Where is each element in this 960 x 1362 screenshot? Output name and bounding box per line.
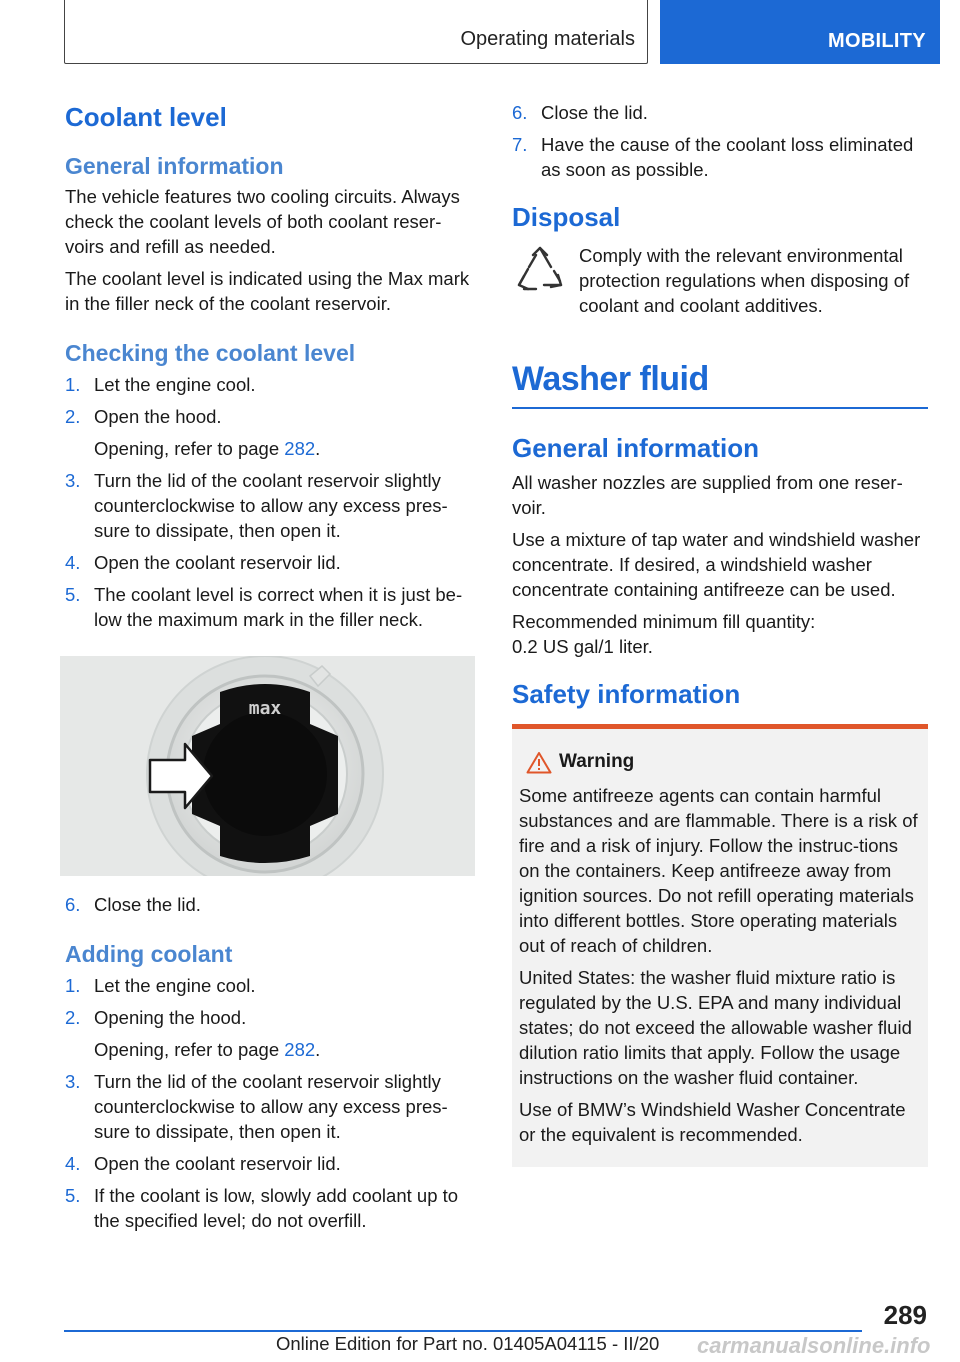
- max-mark: max: [248, 698, 282, 719]
- left-column: [65, 100, 480, 1233]
- list-item: 3. Turn the lid of the coolant reservoir slightly counterclockwise to allow any excess pres-sure to dissipate, then open it.: [65, 1071, 448, 1142]
- warning-p2: United States: the washer fluid mixture ratio is regulated by the U.S. EPA and many individual states; do not exceed the allowable washer fluid dilution ratio limits that apply. Follow the usage instructions on the washer fluid container.: [519, 966, 912, 1088]
- checking-steps: [65, 372, 480, 632]
- adding-steps-continued: [512, 100, 928, 182]
- list-item: 1. Let the engine cool.: [65, 374, 256, 395]
- list-item: 6. Close the lid.: [512, 102, 648, 123]
- washer-general-heading: General information: [512, 432, 760, 463]
- coolant-reservoir-image: [60, 656, 475, 876]
- washer-fluid-title: Washer fluid: [512, 360, 709, 398]
- coolant-general-heading: General information: [65, 153, 284, 179]
- washer-p1: All washer nozzles are supplied from one reser-voir.: [512, 471, 903, 518]
- refer-line: Opening, refer to page 282.: [94, 1039, 321, 1060]
- header-box: [64, 0, 648, 64]
- list-item: 7. Have the cause of the coolant loss eliminated as soon as possible.: [512, 134, 914, 180]
- watermark: carmanualsonline.info: [697, 1333, 931, 1358]
- chapter-tab[interactable]: MOBILITY: [660, 0, 940, 64]
- warning-p1: Some antifreeze agents can contain harmful substances and are flammable. There is a risk of fire and a risk of injury. Follow the instruc-tions on the containers. Keep antifreeze away from ignition sources. Do not refill operating materials into different bottles. Store operating materials out of reach of children.: [519, 784, 918, 956]
- list-item: 5. If the coolant is low, slowly add coolant up to the specified level; do not overfill.: [65, 1185, 459, 1231]
- disposal-text: Comply with the relevant environmental protection regulations when disposing of coolant and coolant additives.: [579, 245, 910, 316]
- coolant-level-title: Coolant level: [65, 102, 227, 132]
- disposal-title: Disposal: [512, 202, 621, 232]
- adding-steps: [65, 973, 480, 1233]
- warning-header: [519, 751, 922, 777]
- coolant-general-p2: The coolant level is indicated using the Max mark in the filler neck of the coolant reservoir.: [65, 268, 470, 314]
- list-item: 4. Open the coolant reservoir lid.: [65, 552, 341, 573]
- list-item: 4. Open the coolant reservoir lid.: [65, 1153, 341, 1174]
- adding-heading: Adding coolant: [65, 941, 233, 967]
- list-item: 2. Open the hood.: [65, 406, 222, 427]
- title-rule: [512, 407, 928, 409]
- list-item: 3. Turn the lid of the coolant reservoir slightly counterclockwise to allow any excess pres-sure to dissipate, then open it.: [65, 470, 448, 541]
- page-link-282[interactable]: 282: [284, 438, 316, 459]
- disposal-block: [512, 243, 928, 318]
- warning-label: Warning: [559, 750, 635, 772]
- washer-p3: Recommended minimum fill quantity: 0.2 US gal/1 liter.: [512, 610, 816, 657]
- warning-triangle-icon: [526, 751, 552, 779]
- warning-box: [512, 724, 928, 1167]
- safety-heading: Safety information: [512, 678, 741, 709]
- list-item: 5. The coolant level is correct when it is just be-low the maximum mark in the filler neck.: [65, 584, 463, 630]
- warning-p3: Use of BMW’s Windshield Washer Concentrate or the equivalent is recommended.: [519, 1098, 906, 1145]
- list-item: 6. Close the lid.: [65, 894, 201, 915]
- reservoir-illustration: [60, 656, 475, 876]
- coolant-general-p1: The vehicle features two cooling circuits. Always check the coolant levels of both coolant reser-voirs and refill as needed.: [65, 186, 460, 257]
- right-column: [512, 100, 928, 1167]
- recycle-icon: [514, 245, 566, 302]
- section-title: Operating materials: [460, 28, 635, 50]
- refer-line: Opening, refer to page 282.: [94, 438, 321, 459]
- page-number: 289: [883, 1300, 927, 1330]
- list-item: 1. Let the engine cool.: [65, 975, 256, 996]
- edition-text: Online Edition for Part no. 01405A04115 - II/20: [276, 1333, 660, 1354]
- footer-rule: [64, 1330, 862, 1332]
- page-link-282[interactable]: 282: [284, 1039, 316, 1060]
- list-item: 2. Opening the hood.: [65, 1007, 247, 1028]
- checking-heading: Checking the coolant level: [65, 340, 356, 366]
- washer-p2: Use a mixture of tap water and windshield washer concentrate. If desired, a windshield washer concentrate containing antifreeze can be used.: [512, 528, 921, 600]
- checking-step-6: [65, 892, 480, 917]
